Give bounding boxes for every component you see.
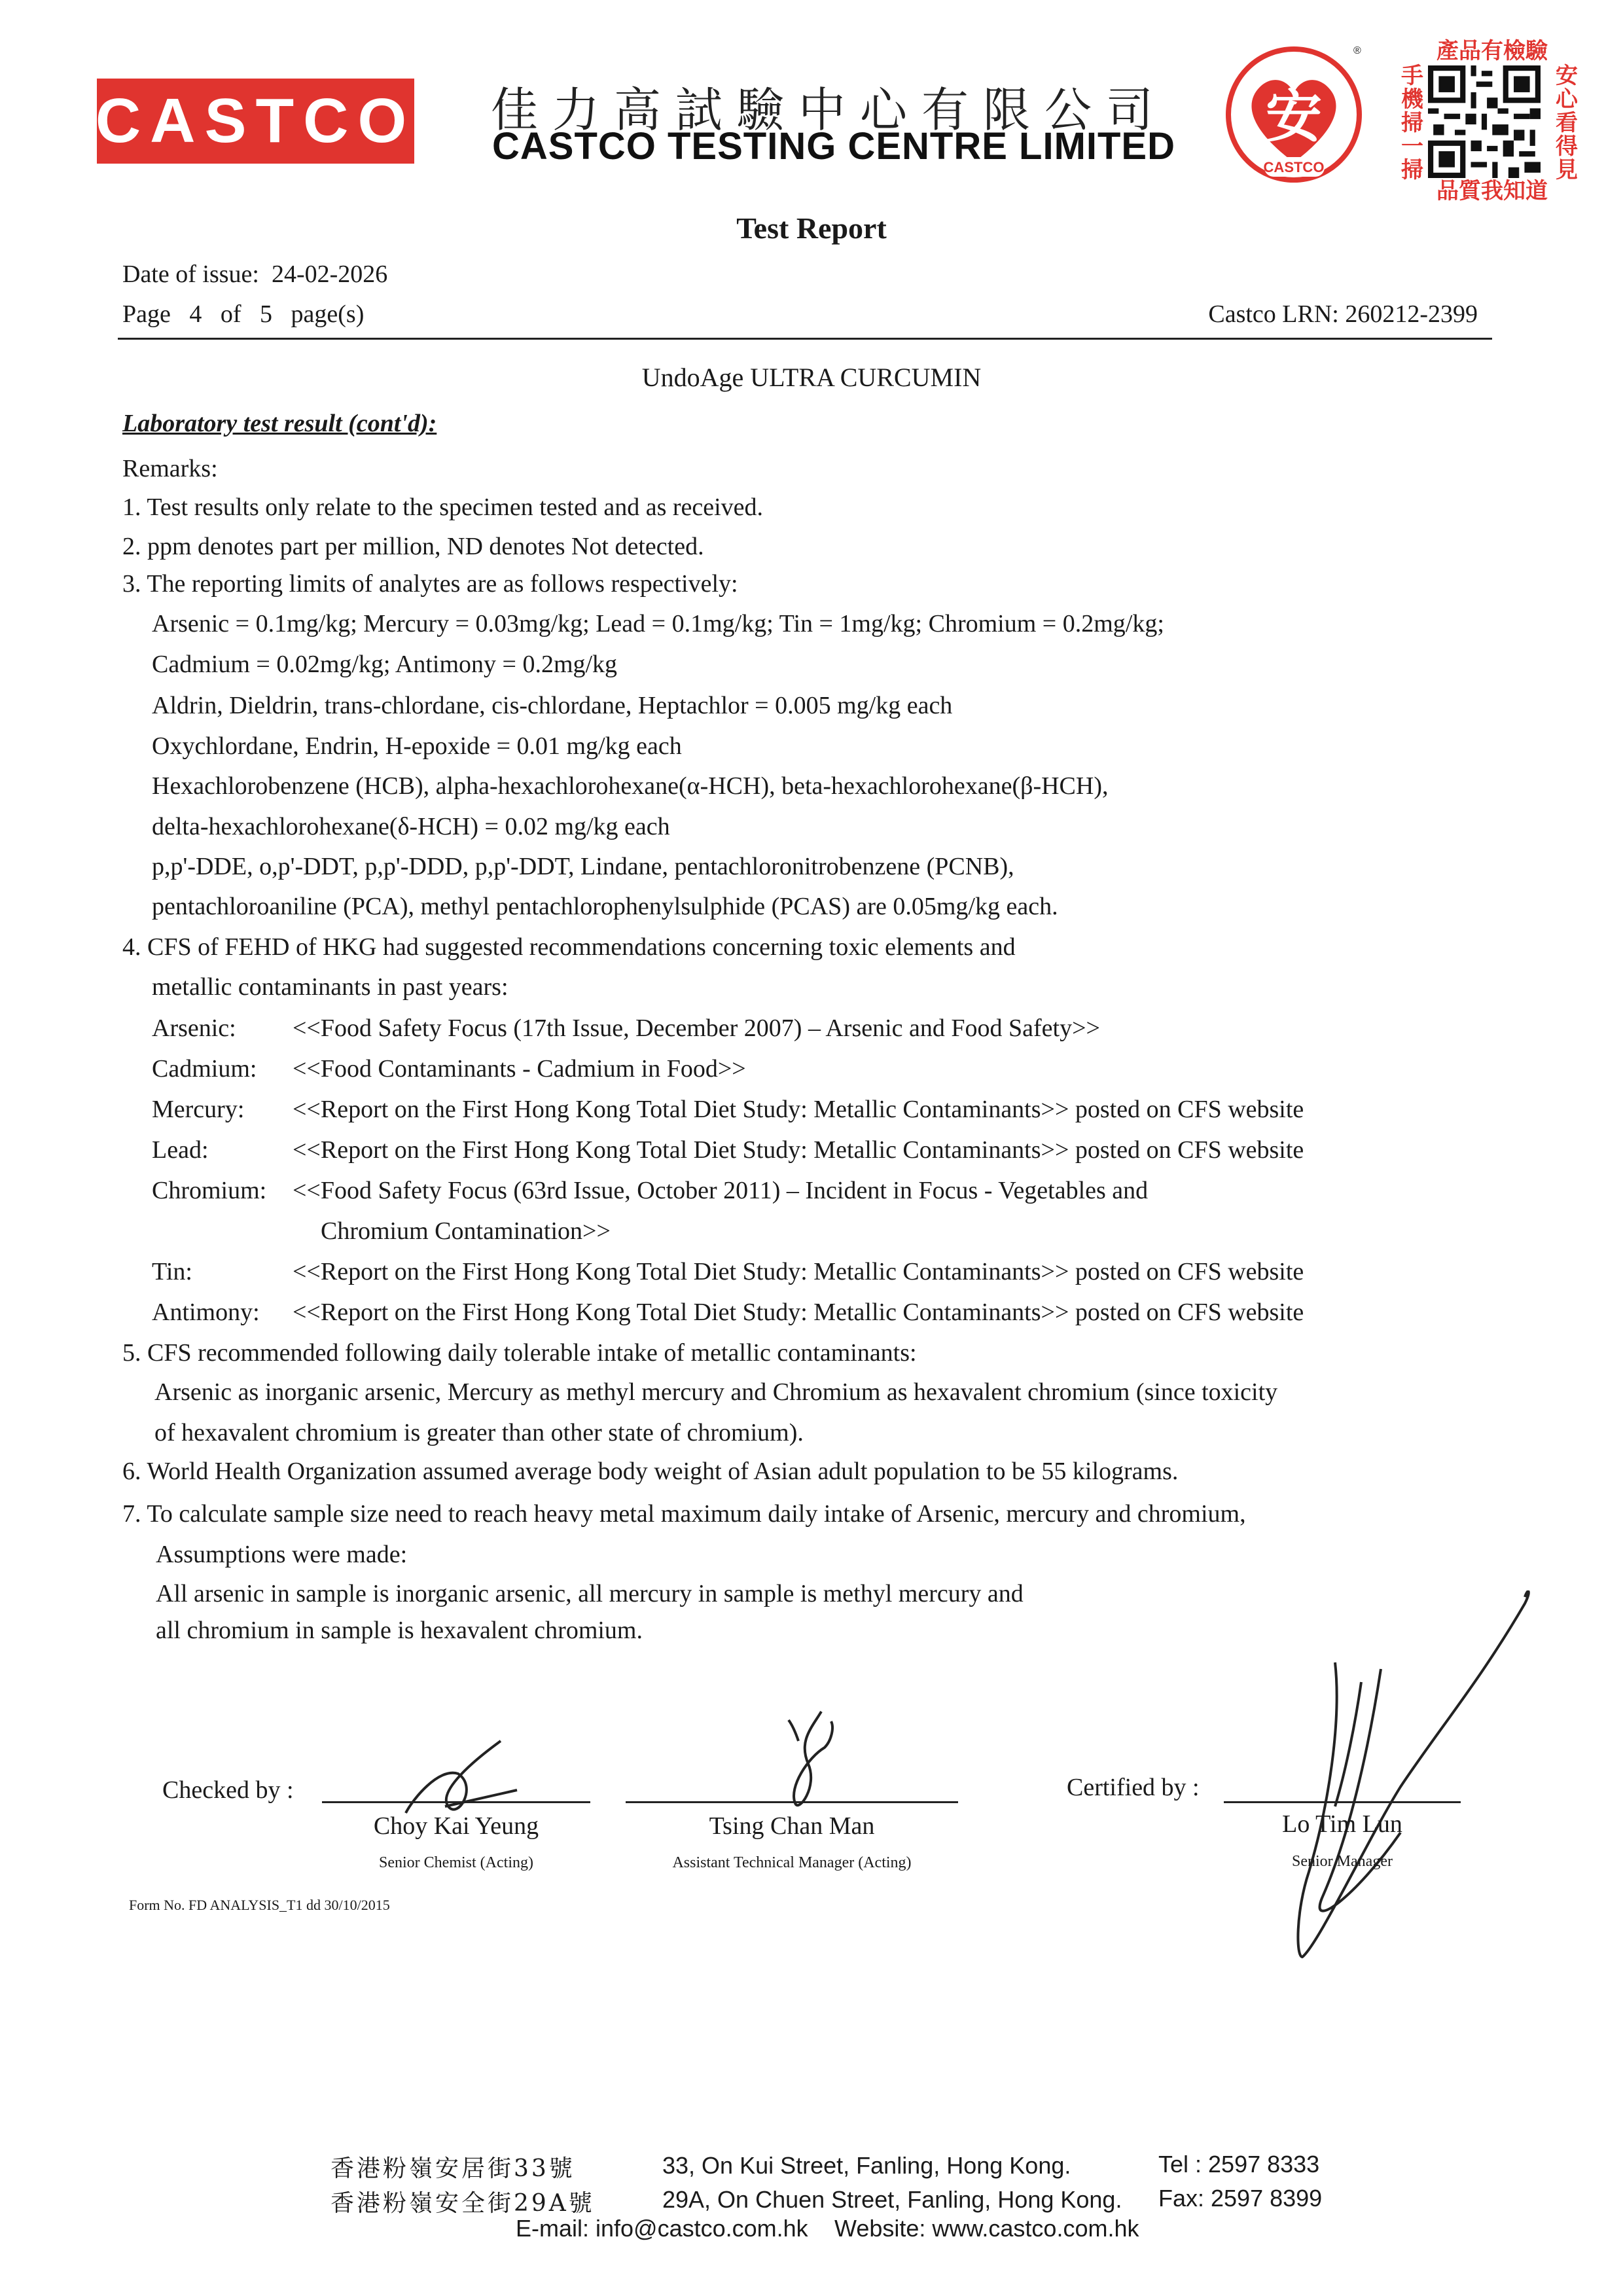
reporting-limit-line: Aldrin, Dieldrin, trans-chlordane, cis-chlordane, Heptachlor = 0.005 mg/kg each [152, 692, 953, 719]
qr-caption-top: 產品有檢驗 [1436, 38, 1548, 64]
remarks-label: Remarks: [122, 455, 218, 482]
address-chinese-2: 香港粉嶺安全街29A號 [330, 2190, 595, 2217]
email-link[interactable]: E-mail: info@castco.com.hk [516, 2215, 808, 2242]
cfs-reference-row: Antimony: <<Report on the First Hong Kong Total Diet Study: Metallic Contaminants>> posted on CFS website [152, 1299, 1304, 1326]
signature-tsing-chan-man [759, 1702, 857, 1826]
cfs-reference-row: Cadmium: <<Food Contaminants - Cadmium in Food>> [152, 1055, 746, 1083]
svg-text:®: ® [1353, 45, 1361, 56]
remark-7-line: All arsenic in sample is inorganic arsenic, all mercury in sample is methyl mercury and [156, 1580, 1024, 1607]
reporting-limit-line: Arsenic = 0.1mg/kg; Mercury = 0.03mg/kg; Lead = 0.1mg/kg; Tin = 1mg/kg; Chromium = 0.2mg/kg; [152, 610, 1164, 637]
qr-code-icon[interactable] [1428, 65, 1541, 178]
remark-4-continued: metallic contaminants in past years: [152, 973, 508, 1001]
signer-role: Senior Chemist (Acting) [379, 1854, 533, 1871]
report-title: Test Report [736, 211, 887, 245]
signer-name: Lo Tim Lun [1282, 1810, 1402, 1838]
reporting-limit-line: pentachloroaniline (PCA), methyl pentachlorophenylsulphide (PCAS) are 0.05mg/kg each. [152, 893, 1058, 920]
remark-6: 6. World Health Organization assumed average body weight of Asian adult population to be 55 kilograms. [122, 1458, 1179, 1485]
header-divider [118, 338, 1492, 340]
cfs-reference-row: Mercury: <<Report on the First Hong Kong Total Diet Study: Metallic Contaminants>> posted on CFS website [152, 1096, 1304, 1123]
cfs-reference-row: Lead: <<Report on the First Hong Kong Total Diet Study: Metallic Contaminants>> posted on CFS website [152, 1136, 1304, 1164]
checked-by-label: Checked by : [162, 1776, 294, 1804]
date-of-issue: Date of issue: 24-02-2026 [122, 260, 388, 288]
certified-by-label: Certified by : [1067, 1774, 1200, 1801]
remark-4: 4. CFS of FEHD of HKG had suggested recommendations concerning toxic elements and [122, 933, 1016, 961]
qr-caption-right: 安 心 看 得 見 [1556, 63, 1578, 183]
signer-name: Tsing Chan Man [709, 1812, 875, 1840]
cfs-reference-row: Chromium Contamination>> [321, 1217, 611, 1245]
seal-label: CASTCO [1263, 159, 1325, 175]
remark-7-line: all chromium in sample is hexavalent chromium. [156, 1617, 643, 1644]
remark-7-line: Assumptions were made: [156, 1541, 408, 1568]
cfs-reference-row: Tin: <<Report on the First Hong Kong Total Diet Study: Metallic Contaminants>> posted on CFS website [152, 1258, 1304, 1285]
address-english-2: 29A, On Chuen Street, Fanling, Hong Kong. [662, 2186, 1122, 2213]
remark-5-line: of hexavalent chromium is greater than other state of chromium). [154, 1419, 804, 1446]
castco-lrn: Castco LRN: 260212-2399 [1208, 300, 1478, 328]
remark-2: 2. ppm denotes part per million, ND denotes Not detected. [122, 533, 704, 560]
company-name-english: CASTCO TESTING CENTRE LIMITED [492, 125, 1175, 168]
address-chinese-1: 香港粉嶺安居街33號 [330, 2155, 575, 2182]
form-number: Form No. FD ANALYSIS_T1 dd 30/10/2015 [129, 1897, 390, 1913]
signer-name: Choy Kai Yeung [373, 1812, 539, 1840]
castco-safety-seal [1224, 45, 1364, 185]
address-english-1: 33, On Kui Street, Fanling, Hong Kong. [662, 2152, 1071, 2179]
cfs-reference-row: Arsenic: <<Food Safety Focus (17th Issue, December 2007) – Arsenic and Food Safety>> [152, 1014, 1100, 1042]
reporting-limit-line: delta-hexachlorohexane(δ-HCH) = 0.02 mg/kg each [152, 813, 670, 840]
remark-5-line: Arsenic as inorganic arsenic, Mercury as methyl mercury and Chromium as hexavalent chromium (since toxicity [154, 1378, 1278, 1406]
remark-5: 5. CFS recommended following daily tolerable intake of metallic contaminants: [122, 1339, 917, 1367]
cfs-reference-row: Chromium: <<Food Safety Focus (63rd Issue, October 2011) – Incident in Focus - Vegetables and [152, 1177, 1149, 1204]
reporting-limit-line: Cadmium = 0.02mg/kg; Antimony = 0.2mg/kg [152, 651, 618, 678]
remark-7: 7. To calculate sample size need to reach heavy metal maximum daily intake of Arsenic, mercury and chromium, [122, 1500, 1246, 1528]
fax: Fax: 2597 8399 [1158, 2185, 1323, 2212]
page-number: Page 4 of 5 page(s) [122, 300, 365, 328]
signature-lo-tim-lun [1204, 1590, 1544, 1983]
reporting-limit-line: p,p'-DDE, o,p'-DDT, p,p'-DDD, p,p'-DDT, Lindane, pentachloronitrobenzene (PCNB), [152, 853, 1014, 880]
product-name: UndoAge ULTRA CURCUMIN [641, 363, 982, 392]
remark-1: 1. Test results only relate to the specimen tested and as received. [122, 493, 764, 521]
section-heading: Laboratory test result (cont'd): [122, 410, 437, 437]
qr-caption-bottom: 品質我知道 [1436, 178, 1548, 204]
telephone: Tel : 2597 8333 [1158, 2151, 1320, 2178]
company-name-chinese: 佳力高試驗中心有限公司 [491, 82, 1168, 137]
signer-role: Assistant Technical Manager (Acting) [672, 1854, 912, 1871]
seal-character: 安 [1266, 84, 1322, 150]
signer-role: Senior Manager [1292, 1853, 1393, 1870]
qr-caption-left: 手 機 掃 一 掃 [1401, 63, 1423, 183]
reporting-limit-line: Hexachlorobenzene (HCB), alpha-hexachlorohexane(α-HCH), beta-hexachlorohexane(β-HCH), [152, 772, 1109, 800]
reporting-limit-line: Oxychlordane, Endrin, H-epoxide = 0.01 mg/kg each [152, 732, 682, 760]
remark-3: 3. The reporting limits of analytes are as follows respectively: [122, 570, 738, 598]
qr-code-block [1400, 39, 1584, 203]
website-link[interactable]: Website: www.castco.com.hk [834, 2215, 1139, 2242]
castco-logo: CASTCO [97, 79, 414, 164]
